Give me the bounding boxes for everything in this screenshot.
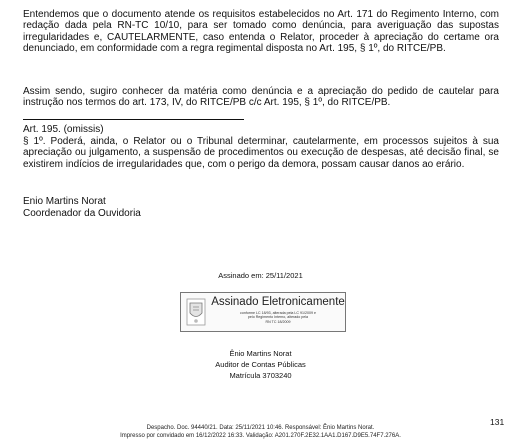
- page-number: 131: [490, 417, 505, 427]
- footnote-title: Art. 195. (omissis): [23, 124, 104, 135]
- stamp-line-3: RN TC 18/2009: [265, 319, 291, 324]
- signer-registration: Matrícula 3703240: [229, 371, 292, 380]
- signatory-role: Coordenador da Ouvidoria: [23, 208, 141, 219]
- electronic-signature-stamp: [180, 292, 346, 332]
- signatory-name: Enio Martins Norat: [23, 196, 106, 207]
- stamp-legal-basis: [211, 311, 345, 324]
- signer-name: Ênio Martins Norat: [229, 349, 292, 358]
- footer-document-info: Despacho. Doc. 94440/21. Data: 25/11/2021 10:46. Responsável: Ênio Martins Norat.: [146, 425, 375, 431]
- footnote-divider: [23, 119, 244, 120]
- stamp-title: Assinado Eletronicamente: [211, 296, 345, 308]
- body-paragraph-1: Entendemos que o documento atende os requisitos estabelecidos no Art. 171 do Regimento Interno, com redação dada pela RN-TC 10/10, para ser tomado como denúncia, para averiguação das supostas irregularidades e, CAUTELARMENTE, caso entenda o Relator, proceder à apreciação do certame ora denunciado, em conformidade com a regra regimental disposta no Art. 195, § 1º, do RITCE/PB.: [23, 9, 499, 55]
- footnote-text: § 1º. Poderá, ainda, o Relator ou o Tribunal determinar, cautelarmente, em processos sujeitos à sua apreciação ou julgamento, a suspensão de procedimentos ou execução de despesas, até decisão final, se existirem indícios de irregularidades que, com o perigo da demora, possam causar danos ao erário.: [23, 136, 499, 170]
- signed-date: Assinado em: 25/11/2021: [218, 271, 303, 280]
- footer-validation-info: Impresso por convidado em 16/12/2022 16:33. Validação: A201.270F.2E32.1AA1.D167.D9E5.74F7.276A.: [120, 433, 401, 439]
- tce-seal-icon: [186, 298, 206, 326]
- stamp-line-2: pelo Regimento Interno, alterado pela: [247, 315, 309, 320]
- body-paragraph-2: Assim sendo, sugiro conhecer da matéria como denúncia e a apreciação do pedido de cautelar para instrução nos termos do art. 173, IV, do RITCE/PB c/c Art. 195, § 1º, do RITCE/PB.: [23, 86, 499, 109]
- signer-role: Auditor de Contas Públicas: [215, 360, 306, 369]
- stamp-line-1: conforme LC 18/93, alterada pela LC 91/2009 e: [240, 311, 316, 315]
